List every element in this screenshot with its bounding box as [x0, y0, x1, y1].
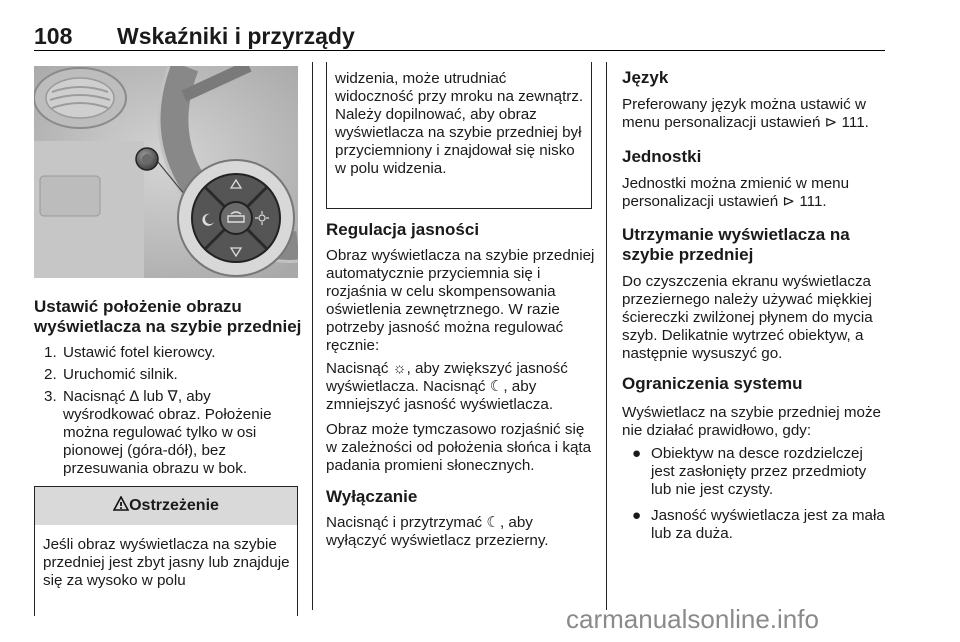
warning-header	[34, 486, 298, 525]
section-heading-language: Język	[622, 68, 669, 87]
step-number: 1.	[44, 344, 57, 361]
list-item	[34, 344, 298, 362]
list-item	[34, 366, 298, 384]
watermark: carmanualsonline.info	[566, 604, 819, 634]
column-divider-left	[312, 62, 313, 610]
step-number: 2.	[44, 366, 57, 383]
brightness-paragraph-3: Obraz może tymczasowo rozjaśnić się w zależności od położenia słońca i kąta padania promieni słonecznych.	[326, 421, 592, 474]
maintenance-paragraph: Do czyszczenia ekranu wyświetlacza przeziernego należy używać miękkiej ściereczki zwilżonej płynem do mycia szyb. Delikatnie wytrzeć obiektyw, a następnie wysuszyć go.	[622, 273, 873, 362]
language-paragraph: Preferowany język można ustawić w menu personalizacji ustawień ⊳ 111.	[622, 96, 869, 131]
page-number: 108	[34, 23, 73, 49]
step-text: Uruchomić silnik.	[63, 366, 178, 383]
warning-title: Ostrzeżenie	[129, 497, 219, 514]
page-header	[34, 20, 885, 51]
warning-text-continued: widzenia, może utrudniać widoczność przy mroku na zewnątrz. Należy dopilnować, aby obraz wyświetlacza na szybie przedniej był przyciemniony i znajdował się nisko w polu widzenia.	[335, 70, 584, 177]
limits-list	[622, 445, 887, 551]
bullet-icon: ●	[632, 507, 642, 524]
section-heading-maintenance: Utrzymanie wyświetlacza na szybie przedniej	[622, 225, 850, 264]
step-number: 3.	[44, 388, 57, 405]
warning-box-continued	[326, 62, 592, 209]
list-item	[34, 388, 298, 478]
section-heading-limits: Ograniczenia systemu	[622, 374, 803, 393]
warning-body	[34, 524, 298, 616]
steps-list	[34, 344, 298, 482]
limits-item-text: Jasność wyświetlacza jest za mała lub za duża.	[651, 507, 885, 542]
limits-paragraph: Wyświetlacz na szybie przedniej może nie działać prawidłowo, gdy:	[622, 404, 881, 439]
page-title: Wskaźniki i przyrządy	[117, 23, 355, 49]
step-text: Ustawić fotel kierowcy.	[63, 344, 216, 361]
warning-box	[34, 486, 298, 616]
bullet-icon: ●	[632, 445, 642, 462]
brightness-paragraph-1: Obraz wyświetlacza na szybie przedniej automatycznie przyciemnia się i rozjaśnia w celu skompensowania oświetlenia zewnętrznego. W razie potrzeby jasność można regulować ręcznie:	[326, 247, 595, 354]
section-heading-hud-position: Ustawić położenie obrazu wyświetlacza na szybie przedniej	[34, 297, 302, 336]
section-heading-brightness: Regulacja jasności	[326, 220, 480, 239]
off-paragraph: Nacisnąć i przytrzymać ☾, aby wyłączyć wyświetlacz przezierny.	[326, 514, 549, 549]
units-paragraph: Jednostki można zmienić w menu personalizacji ustawień ⊳ 111.	[622, 175, 850, 210]
list-item	[622, 507, 887, 543]
warning-icon	[113, 496, 129, 512]
brightness-paragraph-2: Nacisnąć ☼, aby zwiększyć jasność wyświetlacza. Nacisnąć ☾, aby zmniejszyć jasność wyświetlacza.	[326, 360, 568, 413]
warning-title-row	[35, 496, 297, 515]
step-text: Nacisnąć ∆ lub ∇, aby wyśrodkować obraz. Położenie można regulować tylko w osi pionowej (góra-dół), bez przesuwania obrazu w bok.	[63, 388, 272, 477]
hud-controls-illustration	[34, 66, 298, 278]
section-heading-off: Wyłączanie	[326, 487, 418, 506]
limits-item-text: Obiektyw na desce rozdzielczej jest zasłonięty przez przedmioty lub nie jest czysty.	[651, 445, 867, 498]
list-item	[622, 445, 887, 499]
section-heading-units: Jednostki	[622, 147, 702, 166]
column-divider-right	[606, 62, 607, 610]
warning-text: Jeśli obraz wyświetlacza na szybie przedniej jest zbyt jasny lub znajduje się za wysoko w polu	[43, 536, 290, 589]
